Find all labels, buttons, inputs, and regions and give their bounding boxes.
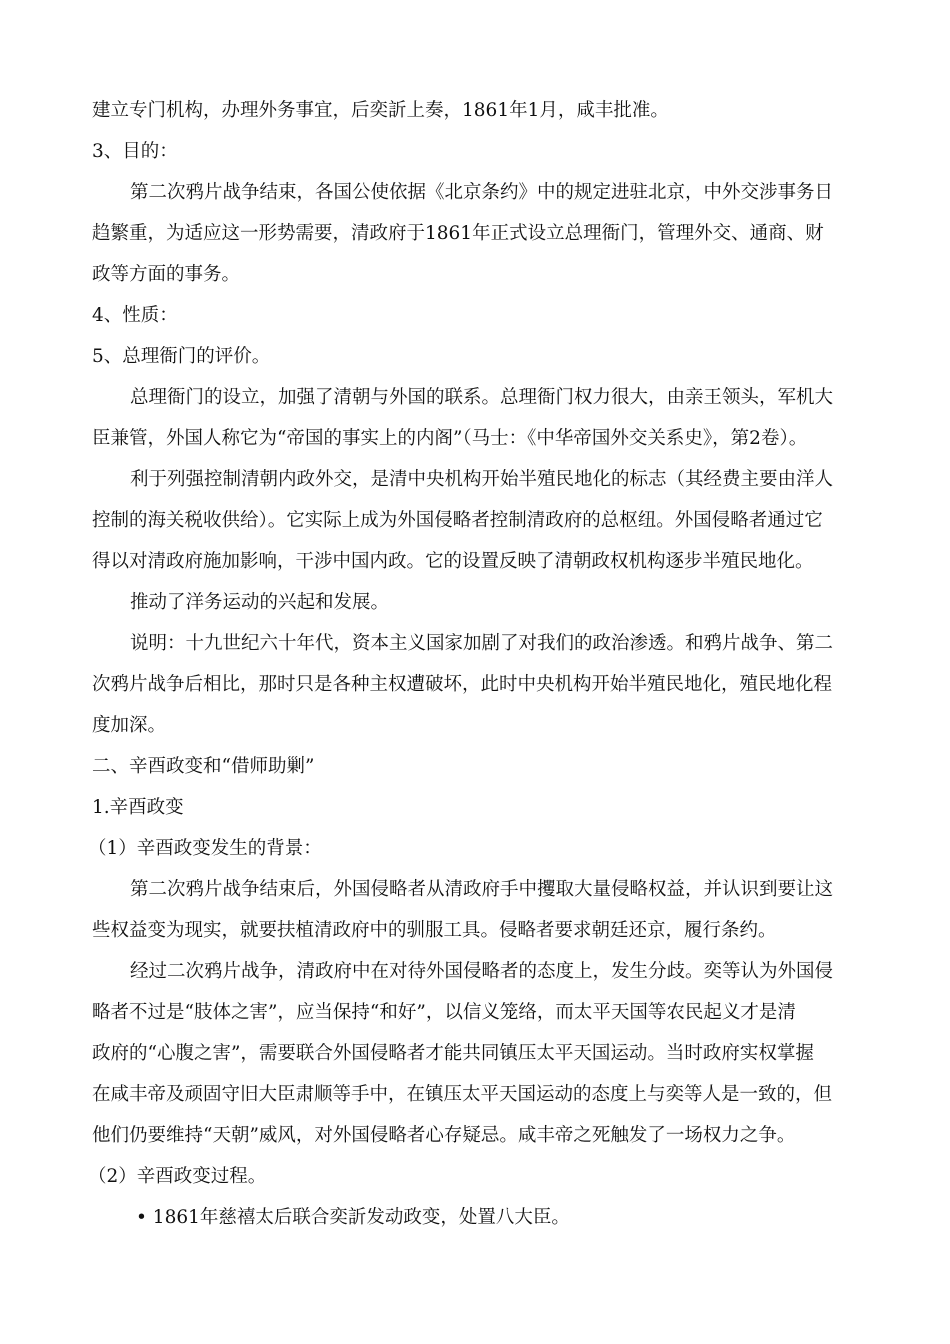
- body-text-line: 建立专门机构，办理外务事宜，后奕訢上奏，1861年1月，咸丰批准。: [92, 100, 669, 121]
- body-text-line: 他们仍要维持“天朝”威风，对外国侵略者心存疑忌。咸丰帝之死触发了一场权力之争。: [92, 1125, 796, 1146]
- body-text-line: 度加深。: [92, 715, 167, 736]
- body-text-line: 臣兼管，外国人称它为“帝国的事实上的内阁”（马士：《中华帝国外交关系史》，第2卷）。: [92, 428, 808, 449]
- body-text-line: 经过二次鸦片战争，清政府中在对待外国侵略者的态度上，发生分歧。奕等认为外国侵: [130, 961, 834, 982]
- chapter-heading: 二、辛酉政变和“借师助剿”: [92, 756, 315, 777]
- subsection-heading: （1）辛酉政变发生的背景：: [88, 838, 322, 859]
- body-text-line: 些权益变为现实，就要扶植清政府中的驯服工具。侵略者要求朝廷还京，履行条约。: [92, 920, 777, 941]
- body-text-line: 推动了洋务运动的兴起和发展。: [130, 592, 390, 613]
- body-text-line: 说明：十九世纪六十年代，资本主义国家加剧了对我们的政治渗透。和鸦片战争、第二: [130, 633, 834, 654]
- body-text-line: 政府的“心腹之害”，需要联合外国侵略者才能共同镇压太平天国运动。当时政府实权掌握: [92, 1043, 814, 1064]
- body-text-line: 得以对清政府施加影响，干涉中国内政。它的设置反映了清朝政权机构逐步半殖民地化。: [92, 551, 814, 572]
- section-heading-evaluation: 5、总理衙门的评价。: [92, 346, 271, 367]
- body-text-line: 利于列强控制清朝内政外交，是清中央机构开始半殖民地化的标志（其经费主要由洋人: [130, 469, 834, 490]
- body-text-line: 第二次鸦片战争结束后，外国侵略者从清政府手中攫取大量侵略权益，并认识到要让这: [130, 879, 834, 900]
- bullet-item: • 1861年慈禧太后联合奕訢发动政变，处置八大臣。: [136, 1207, 570, 1228]
- body-text-line: 趋繁重，为适应这一形势需要，清政府于1861年正式设立总理衙门，管理外交、通商、财: [92, 223, 824, 244]
- body-text-line: 略者不过是“肢体之害”，应当保持“和好”，以信义笼络，而太平天国等农民起义才是清: [92, 1002, 796, 1023]
- section-heading-nature: 4、性质：: [92, 305, 178, 326]
- body-text-line: 控制的海关税收供给）。它实际上成为外国侵略者控制清政府的总枢纽。外国侵略者通过它: [92, 510, 823, 531]
- body-text-line: 总理衙门的设立，加强了清朝与外国的联系。总理衙门权力很大，由亲王领头，军机大: [130, 387, 834, 408]
- subsection-heading: 1.辛酉政变: [92, 797, 184, 818]
- body-text-line: 政等方面的事务。: [92, 264, 241, 285]
- subsection-heading: （2）辛酉政变过程。: [88, 1166, 267, 1187]
- section-heading-purpose: 3、目的：: [92, 141, 178, 162]
- body-text-line: 在咸丰帝及顽固守旧大臣肃顺等手中，在镇压太平天国运动的态度上与奕等人是一致的，但: [92, 1084, 833, 1105]
- body-text-line: 次鸦片战争后相比，那时只是各种主权遭破坏，此时中央机构开始半殖民地化，殖民地化程: [92, 674, 833, 695]
- body-text-line: 第二次鸦片战争结束，各国公使依据《北京条约》中的规定进驻北京，中外交涉事务日: [130, 182, 834, 203]
